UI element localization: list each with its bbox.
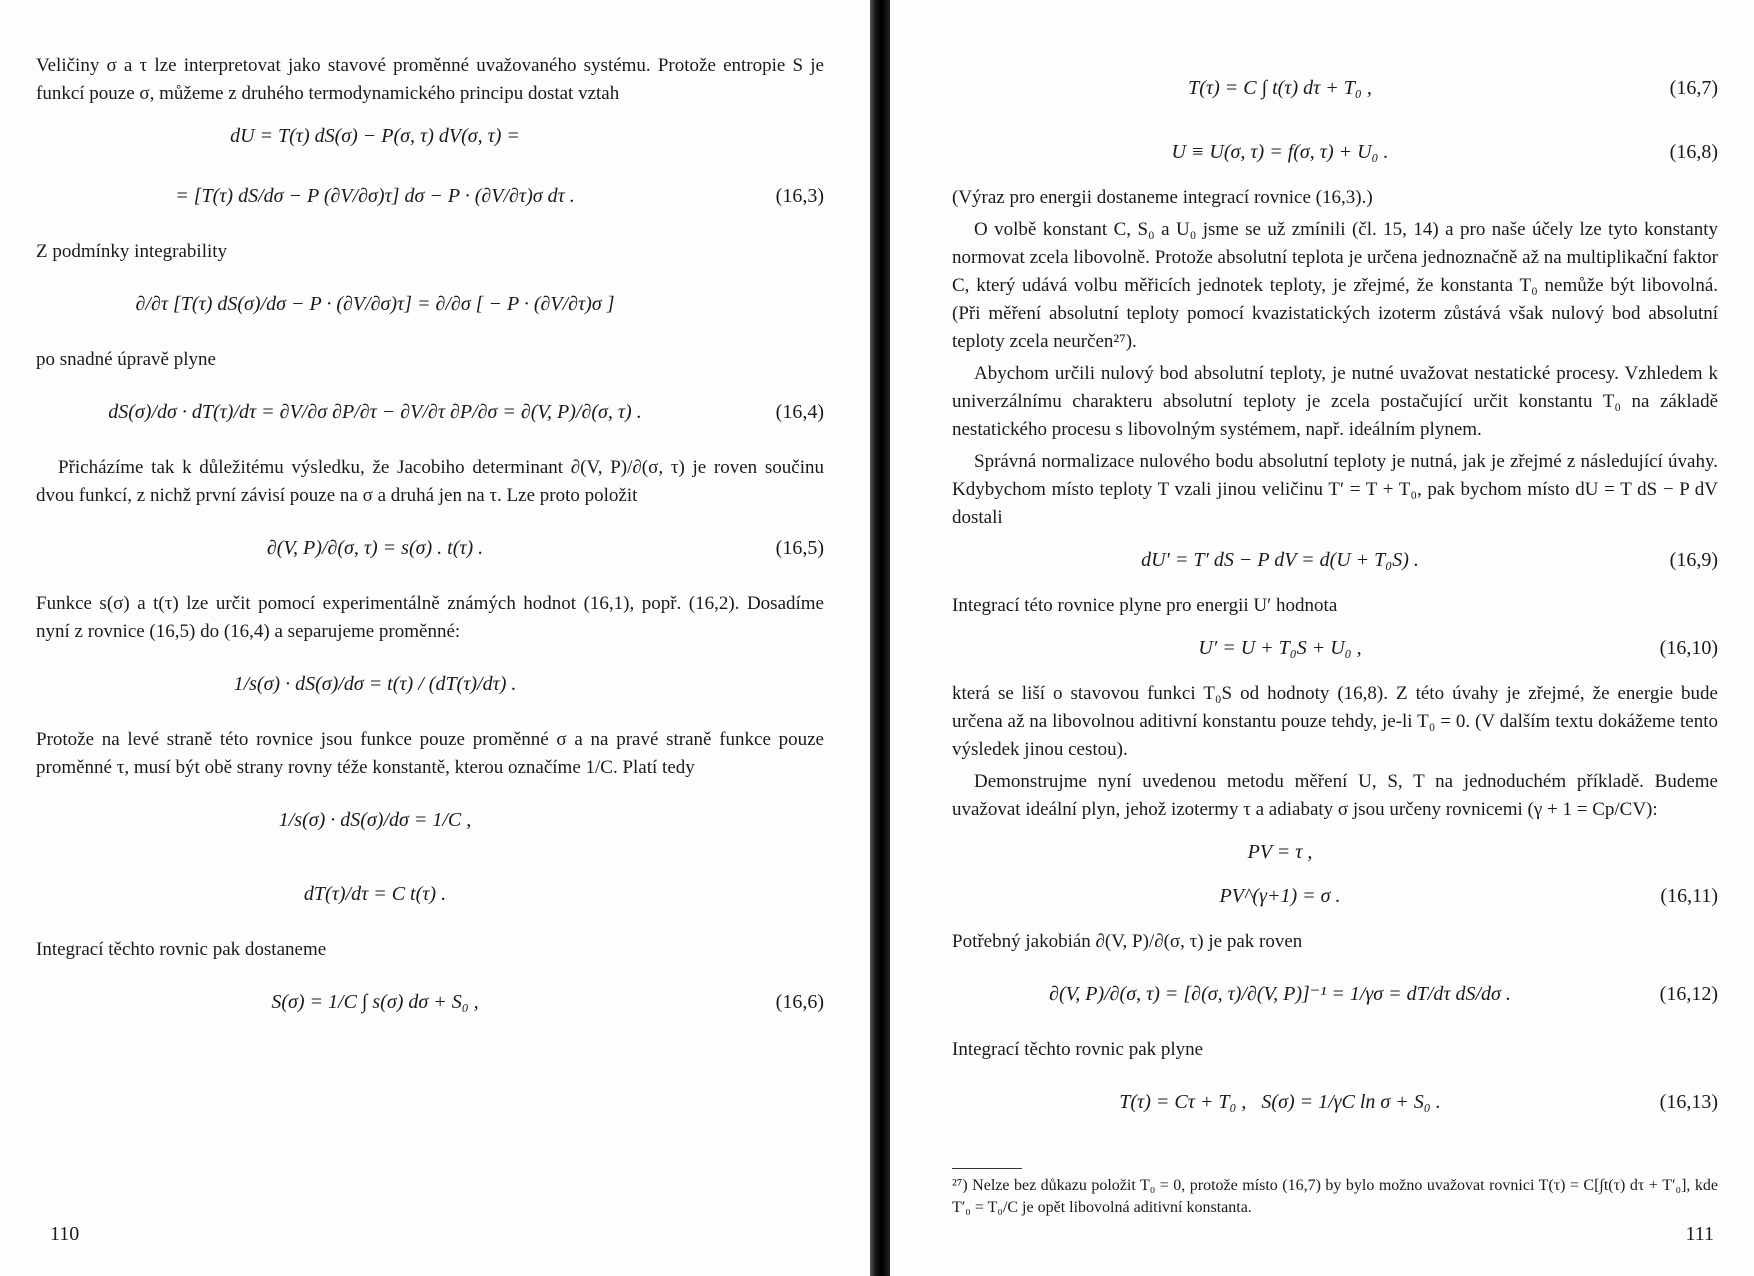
equation-number: (16,10) <box>1659 637 1718 659</box>
equation-number: (16,5) <box>775 537 824 559</box>
equation-body: dS(σ)/dσ · dT(τ)/dτ = ∂V/∂σ ∂P/∂τ − ∂V/∂τ ∂P/∂σ = ∂(V, P)/∂(σ, τ) . <box>108 401 642 423</box>
equation-body: T(τ) = C ∫ t(τ) dτ + T₀ , <box>1188 77 1372 99</box>
paragraph: Potřebný jakobián ∂(V, P)/∂(σ, τ) je pak roven <box>952 931 1303 952</box>
equation-body: = [T(τ) dS/dσ − P (∂V/∂σ)τ] dσ − P · (∂V/∂τ)σ dτ . <box>175 185 575 207</box>
left-page-content <box>36 52 824 1044</box>
paragraph: Integrací těchto rovnic pak plyne <box>952 1039 1204 1060</box>
equation-body: dU′ = T′ dS − P dV = d(U + T₀S) . <box>1141 549 1419 571</box>
paragraph: (Výraz pro energii dostaneme integrací rovnice (16,3).) <box>952 187 1373 208</box>
equation-body: 1/s(σ) · dS(σ)/dσ = t(τ) / (dT(τ)/dτ) . <box>233 673 517 695</box>
book-gutter <box>870 0 890 1276</box>
equation <box>36 788 824 852</box>
paragraph: Abychom určili nulový bod absolutní teploty, je nutné uvažovat nestatické procesy. Vzhledem k univerzálnímu charakteru absolutní teploty je zcela postačující určit konstantu T₀ na základě nestatického procesu s libovolným systémem, např. ideálním plynem. <box>952 363 1718 440</box>
equation-number: (16,6) <box>775 991 824 1013</box>
equation-body: ∂(V, P)/∂(σ, τ) = [∂(σ, τ)/∂(V, P)]⁻¹ = 1/γσ = dT/dτ dS/dσ . <box>1049 983 1511 1005</box>
equation-number: (16,11) <box>1660 885 1718 907</box>
right-page <box>890 0 1754 1276</box>
equation-body: U ≡ U(σ, τ) = f(σ, τ) + U₀ . <box>1171 141 1389 163</box>
equation-body: PV^(γ+1) = σ . <box>1219 885 1341 907</box>
equation <box>36 862 824 926</box>
footnote-rule <box>952 1168 1022 1169</box>
equation-body: ∂(V, P)/∂(σ, τ) = s(σ) . t(τ) . <box>266 537 484 559</box>
left-page <box>0 0 870 1276</box>
page-number: 111 <box>1685 1223 1714 1245</box>
footnote: ²⁷) Nelze bez důkazu položit T₀ = 0, protože místo (16,7) by bylo možno uvažovat rovnici T(τ) = C[∫t(τ) dτ + T′₀], kde T′₀ = T₀/C je opět libovolná aditivní konstanta. <box>952 1177 1718 1216</box>
equation-number: (16,3) <box>775 185 824 207</box>
equation-body: T(τ) = Cτ + T₀ , S(σ) = 1/γC ln σ + S₀ . <box>1119 1091 1441 1113</box>
paragraph: po snadné úpravě plyne <box>36 349 216 370</box>
paragraph: Z podmínky integrability <box>36 241 228 262</box>
equation <box>36 970 824 1034</box>
equation <box>952 1070 1718 1134</box>
equation-number: (16,8) <box>1669 141 1718 163</box>
equation <box>952 962 1718 1026</box>
equation-body: dU = T(τ) dS(σ) − P(σ, τ) dV(σ, τ) = <box>230 125 520 147</box>
equation-body: 1/s(σ) · dS(σ)/dσ = 1/C , <box>278 809 472 831</box>
equation <box>952 56 1718 120</box>
paragraph: Funkce s(σ) a t(τ) lze určit pomocí experimentálně známých hodnot (16,1), popř. (16,2). Dosadíme nyní z rovnice (16,5) do (16,4) a separujeme proměnné: <box>36 593 824 642</box>
right-page-content <box>952 50 1718 1223</box>
equation <box>36 164 824 228</box>
equation <box>952 874 1718 918</box>
paragraph: O volbě konstant C, S₀ a U₀ jsme se už zmínili (čl. 15, 14) a pro naše účely lze tyto konstanty normovat zcela libovolně. Protože absolutní teplota je určena jednoznačně až na multiplikační faktor C, který udává volbu měřicích jednotek teploty, je zřejmé, že konstanta T₀ nemůže být libovolná. (Při měření absolutní teploty pomocí kvazistatických izoterm zůstává však nulový bod absolutní teploty zcela neurčen²⁷). <box>952 219 1718 352</box>
page-number: 110 <box>50 1223 80 1245</box>
paragraph: která se liší o stavovou funkci T₀S od hodnoty (16,8). Z této úvahy je zřejmé, že energie bude určena až na libovolnou aditivní konstantu pouze tehdy, je-li T₀ = 0. (V dalším textu dokážeme tento výsledek jinou cestou). <box>952 683 1718 760</box>
equation-body: ∂/∂τ [T(τ) dS(σ)/dσ − P · (∂V/∂σ)τ] = ∂/∂σ [ − P · (∂V/∂τ)σ ] <box>135 293 615 315</box>
equation-body: PV = τ , <box>1247 841 1313 863</box>
equation <box>36 114 824 158</box>
equation <box>36 652 824 716</box>
paragraph: Přicházíme tak k důležitému výsledku, že Jacobiho determinant ∂(V, P)/∂(σ, τ) je roven součinu dvou funkcí, z nichž první závisí pouze na σ a druhá jen na τ. Lze proto položit <box>36 457 824 506</box>
equation <box>36 272 824 336</box>
equation-body: S(σ) = 1/C ∫ s(σ) dσ + S₀ , <box>271 991 479 1013</box>
equation-number: (16,7) <box>1669 77 1718 99</box>
paragraph: Integrací těchto rovnic pak dostaneme <box>36 939 327 960</box>
paragraph: Správná normalizace nulového bodu absolutní teploty je nutná, jak je zřejmé z následující úvahy. Kdybychom místo teploty T vzali jinou veličinu T′ = T + T₀, pak bychom místo dU = T dS − P dV dostali <box>952 451 1718 528</box>
equation <box>36 380 824 444</box>
equation <box>952 626 1718 670</box>
paragraph: Veličiny σ a τ lze interpretovat jako stavové proměnné uvažovaného systému. Protože entropie S je funkcí pouze σ, můžeme z druhého termodynamického principu dostat vztah <box>36 55 824 104</box>
equation-number: (16,4) <box>775 401 824 423</box>
equation-number: (16,9) <box>1669 549 1718 571</box>
paragraph: Protože na levé straně této rovnice jsou funkce pouze proměnné σ a na pravé straně funkce pouze proměnné τ, musí být obě strany rovny téže konstantě, kterou označíme 1/C. Platí tedy <box>36 729 824 778</box>
equation-body: dT(τ)/dτ = C t(τ) . <box>303 883 447 905</box>
equation-body: U′ = U + T₀S + U₀ , <box>1198 637 1362 659</box>
equation-number: (16,13) <box>1659 1091 1718 1113</box>
paragraph: Integrací této rovnice plyne pro energii U′ hodnota <box>952 595 1338 616</box>
equation-number: (16,12) <box>1659 983 1718 1005</box>
equation <box>952 830 1718 874</box>
equation <box>952 538 1718 582</box>
equation <box>36 516 824 580</box>
paragraph: Demonstrujme nyní uvedenou metodu měření U, S, T na jednoduchém příkladě. Budeme uvažovat ideální plyn, jehož izotermy τ a adiabaty σ jsou určeny rovnicemi (γ + 1 = Cp/CV): <box>952 771 1718 820</box>
equation <box>952 130 1718 174</box>
